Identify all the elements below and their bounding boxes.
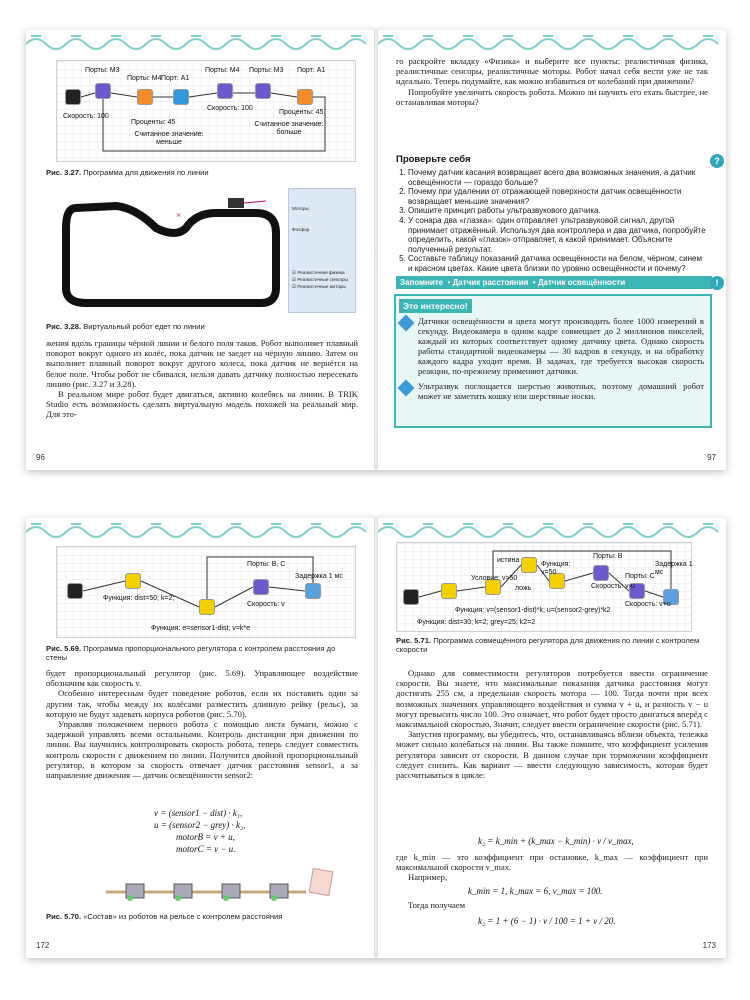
figure-5-69-caption <box>46 644 358 662</box>
paragraph: го раскройте вкладку «Физика» и выберите все пункты: реалистичная физика, реалистичные сенсоры, реалистичные моторы. Робот начал себя вести уже не так идеально. Теперь подумайте, как можно избавиться от колебаний при движении? <box>396 56 708 87</box>
figure-3-28-simulation <box>56 188 356 318</box>
label-func2: Функция: e=sensor1-dist; v=k*e <box>151 625 251 632</box>
label-func-v: Функция: v=(sensor1-dist)*k; u=(sensor2-grey)*k2 <box>455 607 611 614</box>
bottom-spread <box>26 518 726 958</box>
paragraph: В реальном мире робот будет двигаться, активно колебясь на линии. В TRIK Studio есть возможность сделать виртуальную модель похожей на реальный мир. Для это- <box>46 389 358 420</box>
label-ports-m4-b: Порты: M4 <box>205 67 240 74</box>
figure-5-69-diagram <box>56 546 356 638</box>
label-ports-b: Порты: B <box>593 553 623 560</box>
interesting-paragraph <box>396 314 710 376</box>
label-condition: Условие: v>50 <box>471 575 518 582</box>
track-drawing <box>56 188 286 318</box>
question-item: 3. Опишите принцип работы ультразвукового датчика. <box>408 206 708 216</box>
paragraph: Управляя положением первого робота с помощью листа бумаги, можно с задержкой управлять всеми остальными. Контроль дистанции при движении по линии. Вы научились контролировать скорость робота, теперь следует совместить контроль скорости с движением по линии. Получится двойной пропорциональный регулятор, в котором за скорость отвечает датчик расстояния sensor1, а за направление движения — датчик освещённости sensor2: <box>46 719 358 781</box>
interest-text: Ультразвук поглощается шерстью животных, поэтому домашний робот может не заметить кошку или шерстяные носки. <box>418 381 704 401</box>
figure-5-71-diagram <box>396 542 692 632</box>
decorative-header-pattern <box>26 30 374 52</box>
label-delay: Задержка 1 мс <box>655 561 693 576</box>
check-yourself-heading: Проверьте себя <box>396 154 471 165</box>
page-number: 96 <box>36 453 45 462</box>
label-speed-vu: Скорость: v-u <box>591 583 635 590</box>
page-number: 172 <box>36 941 50 950</box>
interesting-box <box>394 294 712 428</box>
interesting-paragraph <box>396 379 710 401</box>
interesting-title: Это интересно! <box>399 299 472 313</box>
page-number: 97 <box>707 453 716 462</box>
diamond-bullet-icon <box>398 380 415 397</box>
label-ports-m3: Порты: M3 <box>85 67 120 74</box>
label-read-less: Считанное значение: меньше <box>134 131 204 146</box>
label-port-a1-b: Порт: A1 <box>297 67 326 74</box>
remember-item: Датчик расстояния <box>452 278 529 287</box>
exclamation-badge-icon: ! <box>710 276 724 290</box>
page-96-body-text <box>46 338 358 420</box>
question-badge-icon: ? <box>710 154 724 168</box>
caption-text: Программа пропорционального регулятора с контролем расстояния до стены <box>46 644 336 662</box>
page-96 <box>26 30 374 470</box>
label-ports-bc: Порты: B, C <box>247 561 286 568</box>
remember-label: Запомните <box>400 278 444 287</box>
caption-text: Виртуальный робот едет по линии <box>83 322 205 331</box>
panel-item[interactable]: Моторы <box>292 206 309 211</box>
figure-5-71-caption <box>396 636 708 654</box>
page-number: 173 <box>702 941 716 950</box>
label-speed-100: Скорость: 100 <box>63 113 109 120</box>
question-item: 4. У сонара два «глазка»: один отправляет ультразвуковой сигнал, другой принимает отражённый. Используя два контроллера и два датчика, попробуйте определить, какой «глазок» отправляет, а какой принимает. Объясните полученный результат. <box>408 216 708 254</box>
formula-result: k₂ = 1 + (6 − 1) · v / 100 = 1 + v / 20. <box>478 916 616 926</box>
label-percent-45-b: Проценты: 45 <box>279 109 324 116</box>
panel-checkbox[interactable]: ☑ Реалистичные сенсоры <box>292 277 348 282</box>
side-panel <box>288 188 356 313</box>
remember-item: Датчик освещённости <box>537 278 626 287</box>
figure-5-70-illustration <box>106 866 346 906</box>
label-func1: Функция: dist=50; k=2; <box>103 595 175 602</box>
label-port-a1: Порт: A1 <box>161 75 190 82</box>
decorative-header-pattern <box>378 518 726 540</box>
figure-3-28-caption <box>46 322 358 331</box>
question-item: 2. Почему при удалении от отражающей поверхности датчик освещённости возвращает меньшие значения? <box>408 187 708 206</box>
paragraph: где k_min — это коэффициент при остановке, k_max — коэффициент при максимальной скорости v_max. <box>396 852 708 873</box>
decorative-header-pattern <box>26 518 374 540</box>
diamond-bullet-icon <box>398 315 415 332</box>
paragraph: Запустив программу, вы убедитесь, что, останавливаясь вблизи объекта, тележка может сильно колебаться на линии. Вы также помните, что коэффициент усиления регулятора зависит от скорости. В данном случае при торможении коэффициент следует снизить. Как вариант — ввести следующую зависимость, которая будет рассчитываться в цикле: <box>396 729 708 781</box>
label-speed-v: Скорость: v <box>247 601 285 608</box>
label-percent-45: Проценты: 45 <box>131 119 176 126</box>
paragraph: будет пропорциональный регулятор (рис. 5.69). Управляющее воздействие обозначим как скорость v. <box>46 668 358 689</box>
panel-checkbox-label: Реалистичная физика <box>297 270 345 275</box>
page-173-body-text-3 <box>396 900 708 910</box>
remember-bar: Запомните • Датчик расстояния • Датчик освещённости <box>396 276 712 289</box>
panel-item[interactable]: Фосфор <box>292 227 310 232</box>
label-speed-vpu: Скорость: v+u <box>625 601 671 608</box>
formula-line: motorC = v − u. <box>176 844 236 854</box>
question-item: 1. Почему датчик касания возвращает всего два возможных значения, а датчик освещённости — гораздо больше? <box>408 168 708 187</box>
page-173-body-text-2 <box>396 852 708 883</box>
page-97-intro <box>396 56 708 107</box>
label-ports-m3-b: Порты: M3 <box>249 67 284 74</box>
label-delay: Задержка 1 мс <box>295 573 343 580</box>
label-speed-100-b: Скорость: 100 <box>207 105 253 112</box>
page-173-body-text <box>396 668 708 780</box>
question-item: 5. Составьте таблицу показаний датчика освещённости на белом, чёрном, синем и красном цветах. Какие цвета близки по уровню освещённости и почему? <box>408 254 708 273</box>
formula-line: v = (sensor1 − dist) · k₁, <box>154 808 243 818</box>
top-spread <box>26 30 726 470</box>
paragraph: Однако для совместимости регуляторов потребуется ввести ограничение скорости. Вы знаете, что максимальные показания датчика расстояния могут достигать 255 см, а предельная скорость мотора — 100. Тогда почти при всех возможных значениях управляющего воздействия и сумма v + u, и разность v − u могут превысить число 100. Это означает, что робот будет просто двигаться вперёд с максимальной скоростью. Значит, следует ввести ограничение скорости (рис. 5.71). <box>396 668 708 730</box>
robots-on-rail-drawing <box>106 866 346 906</box>
label-ports-c: Порты: C <box>625 573 655 580</box>
paragraph: жения вдоль границы чёрной линии и белого поля таков. Робот выполняет плавный поворот вокруг одного из колёс, пока датчик не заедет на чёрную линию. Затем он выполняет плавный поворот вокруг другого колеса, пока датчик не вернётся на белое поле. Чтобы робот не сбивался, нельзя давать датчику полностью пересекать линию (рис. 3.27 и 3.28). <box>46 338 358 389</box>
label-func-init: Функция: dist=30; k=2; grey=25; k2=2 <box>417 619 536 626</box>
figure-3-27-caption <box>46 168 358 177</box>
label-read-more: Считанное значение: больше <box>254 121 324 136</box>
page-172-body-text <box>46 668 358 780</box>
formula-values: k_min = 1, k_max = 6, v_max = 100. <box>468 886 603 896</box>
page-172 <box>26 518 374 958</box>
panel-checkbox[interactable]: ☑ Реалистичная физика <box>292 270 345 275</box>
decorative-header-pattern <box>378 30 726 52</box>
figure-3-27-diagram <box>56 60 356 162</box>
page-173 <box>378 518 726 958</box>
page-97 <box>378 30 726 470</box>
caption-number: Рис. 3.27. <box>46 168 82 177</box>
caption-text: «Состав» из роботов на рельсе с контролем расстояния <box>83 912 283 921</box>
label-ports-m4: Порты: M4 <box>127 75 162 82</box>
panel-checkbox[interactable]: ☑ Реалистичные моторы <box>292 284 346 289</box>
panel-checkbox-label: Реалистичные сенсоры <box>297 277 348 282</box>
question-list <box>396 168 708 274</box>
label-false: ложь <box>515 585 532 592</box>
formula-line: motorB = v + u, <box>176 832 235 842</box>
interest-text: Датчики освещённости и цвета могут производить более 1000 измерений в секунду. Видеокамера в одном кадре совмещает до 2 миллионов пикселей, каждый из которых соответствует одному датчику цвета. Однако скорость работы стандартной видеокамеры — 30 кадров в секунду, и на обработку каждого кадра уходит время. В задачах, где требуется высокая скорость реакции, по-прежнему применяют датчики. <box>418 316 704 376</box>
paragraph: Тогда получаем <box>408 900 466 910</box>
panel-checkbox-label: Реалистичные моторы <box>297 284 346 289</box>
paragraph: Попробуйте увеличить скорость робота. Можно ли научить его ехать быстрее, не останавливая моторы? <box>396 86 708 107</box>
caption-number: Рис. 5.70. <box>46 912 82 921</box>
paragraph: Например, <box>408 872 448 883</box>
caption-number: Рис. 5.71. <box>396 636 432 645</box>
caption-text: Программа совмещённого регулятора для движения по линии с контролем скорости <box>396 636 700 654</box>
paragraph: Особенно интересным будет поведение роботов, если их поставить один за другим так, чтобы между их колёсами разместить длинную рейку (рельс), за которую не будут задевать корпуса роботов (рис. 5.70). <box>46 688 358 719</box>
caption-number: Рис. 3.28. <box>46 322 82 331</box>
caption-text: Программа для движения по линии <box>83 168 209 177</box>
formula-line: u = (sensor2 − grey) · k₂, <box>154 820 246 830</box>
formula-k2: k₂ = k_min + (k_max − k_min) · v / v_max, <box>478 836 634 846</box>
label-true: истина <box>497 557 520 564</box>
svg-text:×: × <box>176 210 182 220</box>
caption-number: Рис. 5.69. <box>46 644 82 653</box>
label-func-v50: Функция: v=50 <box>541 561 571 576</box>
figure-5-70-caption <box>46 912 358 921</box>
